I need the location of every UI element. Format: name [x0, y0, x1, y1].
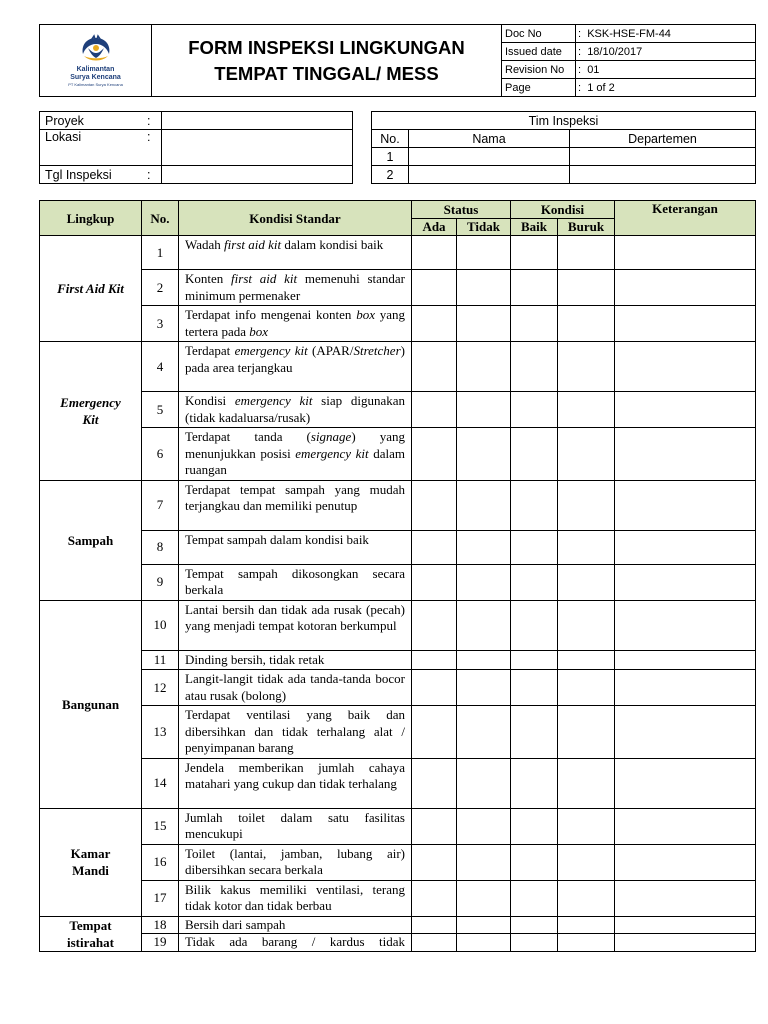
check-baik[interactable]	[511, 342, 558, 392]
item-standard: Terdapat info mengenai konten box yang tertera pada box	[179, 306, 412, 342]
item-no: 18	[142, 916, 179, 934]
check-baik[interactable]	[511, 306, 558, 342]
meta-value-docno: : KSK-HSE-FM-44	[576, 25, 756, 43]
form-title-line1: FORM INSPEKSI LINGKUNGAN	[188, 36, 465, 58]
tim-departemen-field[interactable]	[570, 166, 756, 184]
item-no: 6	[142, 428, 179, 481]
item-no: 12	[142, 670, 179, 706]
item-no: 16	[142, 844, 179, 880]
check-baik[interactable]	[511, 758, 558, 808]
item-standard: Wadah first aid kit dalam kondisi baik	[179, 236, 412, 270]
check-ada[interactable]	[412, 428, 457, 481]
check-buruk[interactable]	[558, 480, 615, 530]
tim-inspeksi-heading: Tim Inspeksi	[372, 112, 756, 130]
check-buruk[interactable]	[558, 650, 615, 670]
keterangan-field[interactable]	[615, 808, 756, 844]
header-status: Status	[412, 201, 511, 219]
check-baik[interactable]	[511, 480, 558, 530]
check-tidak[interactable]	[457, 706, 511, 759]
field-proyek[interactable]	[162, 112, 353, 130]
field-tgl-inspeksi[interactable]	[162, 166, 353, 184]
item-standard: Tempat sampah dikosongkan secara berkala	[179, 564, 412, 600]
check-ada[interactable]	[412, 236, 457, 270]
check-tidak[interactable]	[457, 480, 511, 530]
check-tidak[interactable]	[457, 600, 511, 650]
check-baik[interactable]	[511, 530, 558, 564]
check-tidak[interactable]	[457, 428, 511, 481]
check-tidak[interactable]	[457, 934, 511, 952]
item-no: 1	[142, 236, 179, 270]
check-ada[interactable]	[412, 600, 457, 650]
document-header	[39, 24, 756, 97]
header-no: No.	[142, 201, 179, 236]
item-standard: Terdapat emergency kit (APAR/Stretcher) pada area terjangkau	[179, 342, 412, 392]
header-lingkup: Lingkup	[40, 201, 142, 236]
check-buruk[interactable]	[558, 934, 615, 952]
logo-emblem-icon	[76, 34, 116, 66]
check-tidak[interactable]	[457, 880, 511, 916]
keterangan-field[interactable]	[615, 236, 756, 270]
meta-value-issued: : 18/10/2017	[576, 43, 756, 61]
item-standard: Konten first aid kit memenuhi standar minimum permenaker	[179, 270, 412, 306]
check-buruk[interactable]	[558, 342, 615, 392]
item-no: 5	[142, 392, 179, 428]
keterangan-field[interactable]	[615, 342, 756, 392]
logo-name-line2: Surya Kencana	[70, 74, 121, 81]
keterangan-field[interactable]	[615, 650, 756, 670]
keterangan-field[interactable]	[615, 428, 756, 481]
item-standard: Kondisi emergency kit siap digunakan (tidak kadaluarsa/rusak)	[179, 392, 412, 428]
check-baik[interactable]	[511, 880, 558, 916]
check-buruk[interactable]	[558, 844, 615, 880]
label-lokasi: Lokasi	[40, 130, 145, 166]
header-ada: Ada	[412, 218, 457, 236]
label-tgl-inspeksi: Tgl Inspeksi	[40, 166, 145, 184]
check-ada[interactable]	[412, 342, 457, 392]
item-standard: Tempat sampah dalam kondisi baik	[179, 530, 412, 564]
check-ada[interactable]	[412, 564, 457, 600]
header-tidak: Tidak	[457, 218, 511, 236]
check-baik[interactable]	[511, 600, 558, 650]
item-standard: Terdapat tempat sampah yang mudah terjangkau dan memiliki penutup	[179, 480, 412, 530]
header-kondisi: Kondisi	[511, 201, 615, 219]
item-standard: Lantai bersih dan tidak ada rusak (pecah) yang menjadi tempat kotoran berkumpul	[179, 600, 412, 650]
check-baik[interactable]	[511, 934, 558, 952]
meta-value-revision: : 01	[576, 61, 756, 79]
check-tidak[interactable]	[457, 758, 511, 808]
item-no: 9	[142, 564, 179, 600]
item-standard: Bersih dari sampah	[179, 916, 412, 934]
item-no: 4	[142, 342, 179, 392]
item-standard: Langit-langit tidak ada tanda-tanda bocor atau rusak (bolong)	[179, 670, 412, 706]
check-ada[interactable]	[412, 306, 457, 342]
company-logo	[40, 25, 152, 97]
meta-key-issued: Issued date	[502, 43, 576, 61]
inspection-checklist-table	[39, 200, 756, 952]
check-buruk[interactable]	[558, 236, 615, 270]
check-buruk[interactable]	[558, 600, 615, 650]
tim-departemen-field[interactable]	[570, 148, 756, 166]
item-standard: Dinding bersih, tidak retak	[179, 650, 412, 670]
keterangan-field[interactable]	[615, 480, 756, 530]
category-bangunan: Bangunan	[40, 600, 142, 808]
header-buruk: Buruk	[558, 218, 615, 236]
project-info-table	[39, 111, 756, 184]
spacer	[353, 166, 372, 184]
meta-key-docno: Doc No	[502, 25, 576, 43]
colon: :	[144, 166, 162, 184]
keterangan-field[interactable]	[615, 934, 756, 952]
item-standard: Terdapat tanda (signage) yang menunjukkan posisi emergency kit dalam ruangan	[179, 428, 412, 481]
meta-key-page: Page	[502, 79, 576, 97]
check-buruk[interactable]	[558, 880, 615, 916]
colon: :	[144, 130, 162, 166]
tim-row-no: 2	[372, 166, 409, 184]
check-buruk[interactable]	[558, 916, 615, 934]
keterangan-field[interactable]	[615, 706, 756, 759]
check-tidak[interactable]	[457, 916, 511, 934]
check-buruk[interactable]	[558, 530, 615, 564]
keterangan-field[interactable]	[615, 270, 756, 306]
check-ada[interactable]	[412, 808, 457, 844]
check-baik[interactable]	[511, 392, 558, 428]
label-proyek: Proyek	[40, 112, 145, 130]
check-ada[interactable]	[412, 916, 457, 934]
check-buruk[interactable]	[558, 306, 615, 342]
check-tidak[interactable]	[457, 342, 511, 392]
check-ada[interactable]	[412, 758, 457, 808]
col-no: No.	[372, 130, 409, 148]
check-buruk[interactable]	[558, 270, 615, 306]
item-standard: Terdapat ventilasi yang baik dan dibersihkan dan tidak terhalang alat / penyimpanan barang	[179, 706, 412, 759]
keterangan-field[interactable]	[615, 916, 756, 934]
keterangan-field[interactable]	[615, 392, 756, 428]
form-title	[152, 25, 502, 97]
item-no: 15	[142, 808, 179, 844]
keterangan-field[interactable]	[615, 600, 756, 650]
meta-value-page: : 1 of 2	[576, 79, 756, 97]
item-no: 7	[142, 480, 179, 530]
logo-name-line1: Kalimantan	[76, 66, 115, 73]
field-lokasi[interactable]	[162, 130, 353, 166]
item-standard: Bilik kakus memiliki ventilasi, terang tidak kotor dan tidak berbau	[179, 880, 412, 916]
item-no: 2	[142, 270, 179, 306]
header-kondisi-standar: Kondisi Standar	[179, 201, 412, 236]
header-baik: Baik	[511, 218, 558, 236]
check-buruk[interactable]	[558, 564, 615, 600]
keterangan-field[interactable]	[615, 758, 756, 808]
keterangan-field[interactable]	[615, 530, 756, 564]
keterangan-field[interactable]	[615, 880, 756, 916]
check-baik[interactable]	[511, 670, 558, 706]
check-ada[interactable]	[412, 880, 457, 916]
tim-nama-field[interactable]	[409, 148, 570, 166]
check-tidak[interactable]	[457, 808, 511, 844]
check-ada[interactable]	[412, 650, 457, 670]
check-baik[interactable]	[511, 564, 558, 600]
check-ada[interactable]	[412, 480, 457, 530]
check-buruk[interactable]	[558, 670, 615, 706]
check-tidak[interactable]	[457, 306, 511, 342]
tim-nama-field[interactable]	[409, 166, 570, 184]
keterangan-field[interactable]	[615, 564, 756, 600]
check-buruk[interactable]	[558, 392, 615, 428]
item-standard: Tidak ada barang / kardus tidak	[179, 934, 412, 952]
category-kamar-mandi: Kamar Mandi	[40, 808, 142, 916]
check-tidak[interactable]	[457, 650, 511, 670]
check-baik[interactable]	[511, 916, 558, 934]
col-departemen: Departemen	[570, 130, 756, 148]
check-baik[interactable]	[511, 844, 558, 880]
check-tidak[interactable]	[457, 670, 511, 706]
check-buruk[interactable]	[558, 758, 615, 808]
category-sampah: Sampah	[40, 480, 142, 600]
category-first-aid-kit: First Aid Kit	[40, 236, 142, 342]
check-tidak[interactable]	[457, 392, 511, 428]
check-baik[interactable]	[511, 236, 558, 270]
item-no: 13	[142, 706, 179, 759]
header-keterangan: Keterangan	[615, 201, 756, 219]
check-buruk[interactable]	[558, 808, 615, 844]
item-no: 17	[142, 880, 179, 916]
check-tidak[interactable]	[457, 236, 511, 270]
check-tidak[interactable]	[457, 270, 511, 306]
tim-row-no: 1	[372, 148, 409, 166]
check-buruk[interactable]	[558, 428, 615, 481]
check-tidak[interactable]	[457, 564, 511, 600]
item-no: 14	[142, 758, 179, 808]
check-tidak[interactable]	[457, 844, 511, 880]
check-baik[interactable]	[511, 428, 558, 481]
spacer	[353, 130, 372, 166]
check-ada[interactable]	[412, 270, 457, 306]
form-title-line2: TEMPAT TINGGAL/ MESS	[214, 62, 439, 84]
spacer	[353, 112, 372, 130]
category-tempat-istirahat: Tempat istirahat	[40, 916, 142, 951]
keterangan-field[interactable]	[615, 844, 756, 880]
keterangan-field[interactable]	[615, 306, 756, 342]
check-ada[interactable]	[412, 706, 457, 759]
keterangan-field[interactable]	[615, 670, 756, 706]
check-ada[interactable]	[412, 934, 457, 952]
colon: :	[144, 112, 162, 130]
check-baik[interactable]	[511, 808, 558, 844]
check-ada[interactable]	[412, 530, 457, 564]
check-ada[interactable]	[412, 844, 457, 880]
check-ada[interactable]	[412, 392, 457, 428]
logo-subtitle: PT Kalimantan Surya Kencana	[68, 82, 123, 87]
item-standard: Toilet (lantai, jamban, lubang air) dibersihkan secara berkala	[179, 844, 412, 880]
item-no: 8	[142, 530, 179, 564]
item-no: 19	[142, 934, 179, 952]
check-buruk[interactable]	[558, 706, 615, 759]
header-keterangan-cont	[615, 218, 756, 236]
category-emergency-kit: Emergency Kit	[40, 342, 142, 481]
item-no: 10	[142, 600, 179, 650]
item-no: 3	[142, 306, 179, 342]
check-tidak[interactable]	[457, 530, 511, 564]
item-standard: Jendela memberikan jumlah cahaya matahari yang cukup dan tidak terhalang	[179, 758, 412, 808]
check-ada[interactable]	[412, 670, 457, 706]
check-baik[interactable]	[511, 650, 558, 670]
item-no: 11	[142, 650, 179, 670]
check-baik[interactable]	[511, 270, 558, 306]
check-baik[interactable]	[511, 706, 558, 759]
col-nama: Nama	[409, 130, 570, 148]
item-standard: Jumlah toilet dalam satu fasilitas mencukupi	[179, 808, 412, 844]
meta-key-revision: Revision No	[502, 61, 576, 79]
